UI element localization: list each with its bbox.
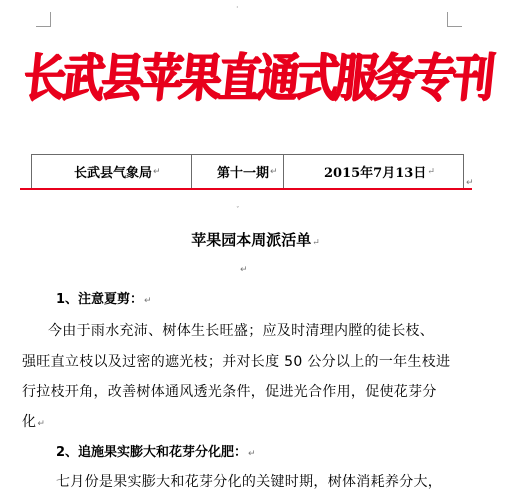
issuer-cell[interactable]	[32, 155, 192, 188]
section-heading[interactable]	[56, 288, 152, 307]
paragraph-line[interactable]: 强旺直立枝以及过密的遮光枝；并对长度 50 公分以上的一年生枝进	[22, 354, 451, 370]
paragraph-mark: ↵	[312, 238, 320, 248]
issue-number-cell[interactable]	[192, 155, 284, 188]
paragraph-line[interactable]: 今由于雨水充沛、树体生长旺盛；应及时清理内膛的徒长枝、	[48, 323, 435, 339]
masthead-title: 长武县苹果直通式服务专刊	[20, 47, 495, 108]
paragraph-line[interactable]: 行拉枝开角，改善树体通风透光条件，促进光合作用，促使花芽分	[22, 384, 437, 400]
paragraph-line[interactable]	[22, 411, 45, 431]
page-top-marker: ·	[236, 3, 239, 12]
date-cell[interactable]	[284, 155, 464, 188]
paragraph-mark: ↵	[144, 296, 152, 306]
paragraph-mark: ↵	[427, 166, 435, 177]
margin-corner-top-right	[447, 12, 462, 27]
section-heading-text: 2、追施果实膨大和花芽分化肥：	[56, 445, 248, 460]
document-title[interactable]	[0, 229, 511, 250]
issue-info-table[interactable]	[31, 154, 464, 188]
margin-corner-top-left	[36, 12, 51, 27]
issuer-text: 长武县气象局	[74, 166, 153, 181]
date-text: 2015年7月13日	[324, 166, 427, 181]
paragraph-line-text: 化	[22, 414, 37, 430]
paragraph-mark: ↵	[248, 449, 256, 459]
paragraph-mark: ˇ	[236, 206, 240, 214]
paragraph-mark: ↵	[240, 265, 248, 275]
red-divider-line	[20, 188, 472, 190]
paragraph-mark: ↵	[153, 166, 161, 177]
paragraph-mark: ↵	[466, 178, 474, 188]
issue-number-text: 第十一期	[217, 166, 270, 181]
paragraph-mark: ↵	[37, 419, 46, 429]
paragraph-line[interactable]: 七月份是果实膨大和花芽分化的关键时期，树体消耗养分大，	[56, 474, 443, 490]
paragraph-mark: ↵	[270, 166, 278, 177]
section-heading[interactable]	[56, 441, 256, 460]
document-title-text: 苹果园本周派活单	[191, 231, 312, 249]
section-heading-text: 1、注意夏剪：	[56, 292, 144, 307]
